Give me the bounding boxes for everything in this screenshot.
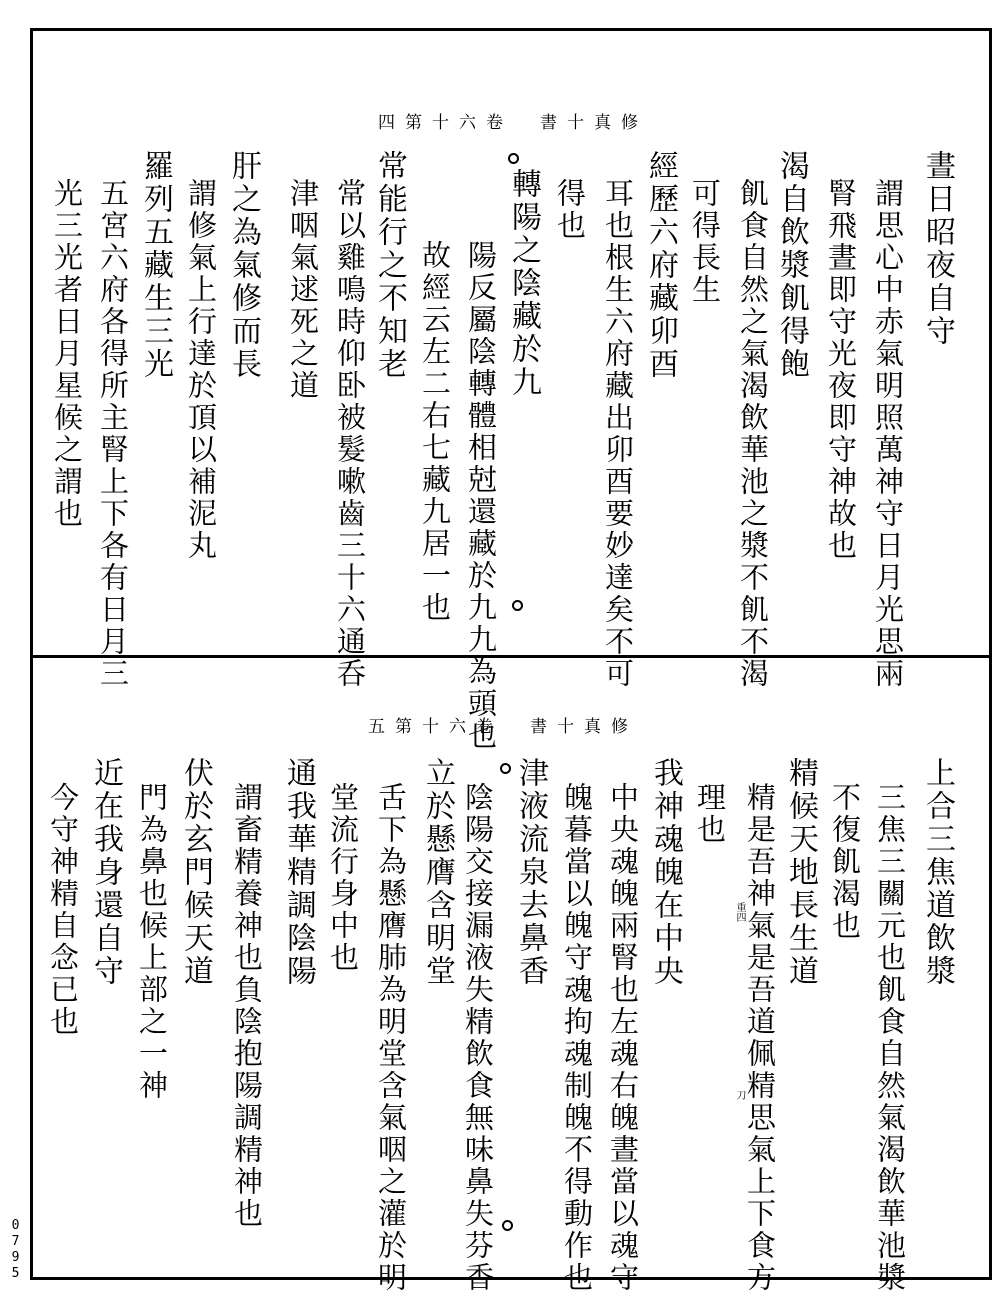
lower-col-10: 津液流泉去鼻香 <box>513 757 548 988</box>
page-number: 0795 <box>8 1218 23 1282</box>
lower-col-16: 謂畜精養神也負陰抱陽調精神也 <box>230 782 264 1230</box>
upper-col-16: 肝之為氣修而長 <box>226 150 261 381</box>
page-divider <box>30 655 992 658</box>
upper-col-17: 謂修氣上行達於頂以補泥丸 <box>184 178 218 562</box>
upper-col-10: 轉陽之陰藏於九 <box>506 168 541 399</box>
upper-page-header: 四第十六卷 書十真修 <box>378 113 648 133</box>
circle-mark <box>508 153 519 164</box>
upper-col-18: 羅列五藏生三光 <box>138 150 173 381</box>
lower-col-20: 今守神精自念已也 <box>46 782 80 1038</box>
lower-col-2: 三焦三關元也飢食自然氣渴飲華池漿 <box>873 782 907 1294</box>
upper-col-19: 五宮六府各得所主腎上下各有日月三 <box>96 178 130 690</box>
lower-page-header: 五第十六卷 書十真修 <box>368 717 638 737</box>
circle-mark <box>502 1220 513 1231</box>
upper-col-14: 常以雞鳴時仰卧被髮嗽齒三十六通呑 <box>333 178 367 690</box>
upper-col-11: 陽反屬陰轉體相尅還藏於九九為頭也 <box>464 240 498 752</box>
upper-col-5: 飢食自然之氣渴飲華池之漿不飢不渴 <box>736 178 770 690</box>
lower-col-5: 精是吾神氣是吾道佩精思氣上下食方 <box>743 782 777 1294</box>
lower-col-19: 近在我身還自守 <box>88 757 123 988</box>
upper-col-3: 腎飛晝即守光夜即守神故也 <box>824 178 858 562</box>
lower-col-8: 中央魂魄兩腎也左魂右魄晝當以魂守 <box>606 782 640 1294</box>
lower-col-12: 立於懸膺含明堂 <box>420 757 455 988</box>
lower-col-1: 上合三焦道飲漿 <box>920 757 955 988</box>
lower-col-7: 我神魂魄在中央 <box>648 757 683 988</box>
upper-col-6: 可得長生 <box>688 178 722 306</box>
circle-mark <box>500 763 511 774</box>
upper-col-4: 渴自飲漿飢得飽 <box>774 150 809 381</box>
lower-col-18: 門為鼻也候上部之一神 <box>135 782 169 1102</box>
upper-col-2: 謂思心中赤氣明照萬神守日月光思兩 <box>871 178 905 690</box>
upper-col-12: 故經云左二右七藏九居一也 <box>418 240 452 624</box>
upper-col-15: 津咽氣逑死之道 <box>286 178 320 402</box>
lower-col-11: 陰陽交接漏液失精飲食無味鼻失芬香 <box>461 782 495 1294</box>
upper-col-9: 得也 <box>553 178 587 242</box>
upper-col-7: 經歷六府藏卯酉 <box>643 150 678 381</box>
lower-col-3: 不復飢渴也 <box>828 782 862 942</box>
upper-col-8: 耳也根生六府藏出卯酉要妙達矣不可 <box>601 178 635 690</box>
margin-mark-1: 重四 <box>734 902 745 922</box>
lower-col-6: 理也 <box>693 782 727 846</box>
upper-col-20: 光三光者日月星候之謂也 <box>50 178 84 530</box>
lower-col-13: 舌下為懸膺肺為明堂含氣咽之灌於明 <box>374 782 408 1294</box>
lower-col-9: 魄暮當以魄守魂拘魂制魄不得動作也 <box>560 782 594 1294</box>
upper-col-13: 常能行之不知老 <box>372 150 407 381</box>
lower-col-4: 精候天地長生道 <box>783 757 818 988</box>
upper-col-1: 晝日昭夜自守 <box>920 150 955 348</box>
lower-col-14: 堂流行身中也 <box>326 782 360 974</box>
circle-mark <box>512 600 523 611</box>
margin-mark-2: 刀 <box>734 1090 745 1100</box>
lower-col-15: 通我華精調陰陽 <box>281 757 316 988</box>
lower-col-17: 伏於玄門候天道 <box>178 757 213 988</box>
